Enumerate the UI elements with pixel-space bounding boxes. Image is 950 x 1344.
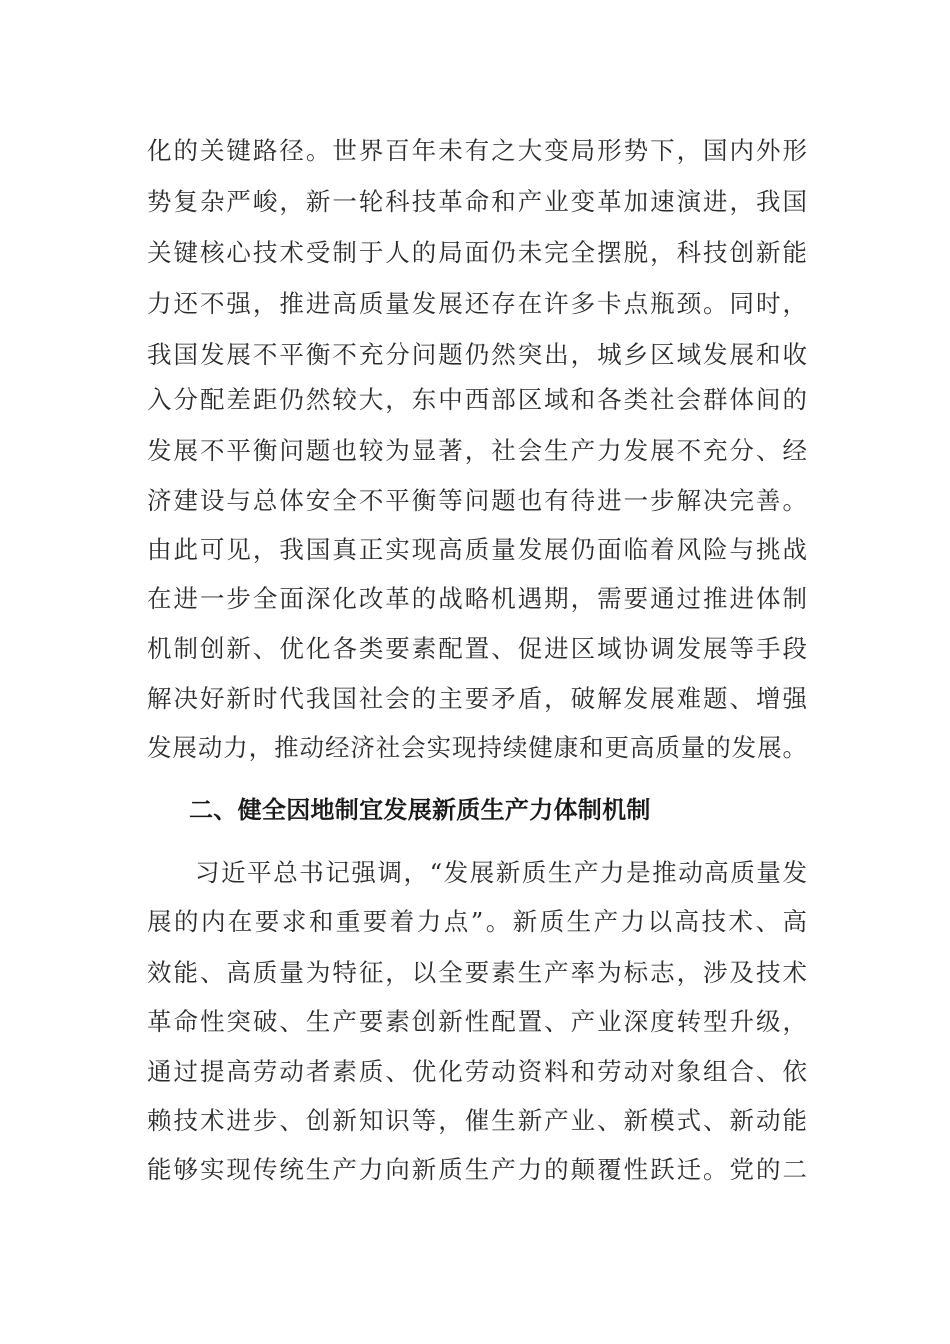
paragraph-1-line-5: 我国发展不平衡不充分问题仍然突出，城乡区域发展和收: [147, 340, 807, 369]
paragraph-2-line-6: 赖技术进步、创新知识等，催生新产业、新模式、新动能: [147, 1106, 807, 1135]
paragraph-2-line-1: 习近平总书记强调，“发展新质生产力是推动高质量发: [195, 858, 807, 887]
paragraph-1-line-4: 力还不强，推进高质量发展还存在许多卡点瓶颈。同时，: [147, 289, 807, 318]
paragraph-1-line-2: 势复杂严峻，新一轮科技革命和产业变革加速演进，我国: [147, 187, 807, 216]
paragraph-1-line-9: 由此可见，我国真正实现高质量发展仍面临着风险与挑战: [147, 535, 807, 564]
paragraph-2-line-2: 展的内在要求和重要着力点”。新质生产力以高技术、高: [147, 907, 807, 936]
paragraph-1-line-8: 济建设与总体安全不平衡等问题也有待进一步解决完善。: [147, 486, 807, 515]
paragraph-2-line-5: 通过提高劳动者素质、优化劳动资料和劳动对象组合、依: [147, 1057, 807, 1086]
paragraph-1-line-13: 发展动力，推动经济社会实现持续健康和更高质量的发展。: [147, 733, 807, 762]
paragraph-1-line-10: 在进一步全面深化改革的战略机遇期，需要通过推进体制: [147, 584, 807, 613]
paragraph-1-line-12: 解决好新时代我国社会的主要矛盾，破解发展难题、增强: [147, 684, 807, 713]
paragraph-2-line-4: 革命性突破、生产要素创新性配置、产业深度转型升级，: [147, 1007, 807, 1036]
paragraph-1-line-7: 发展不平衡问题也较为显著，社会生产力发展不充分、经: [147, 436, 807, 465]
paragraph-2-line-3: 效能、高质量为特征，以全要素生产率为标志，涉及技术: [147, 958, 807, 987]
paragraph-1-line-1: 化的关键路径。世界百年未有之大变局形势下，国内外形: [147, 136, 807, 165]
paragraph-2-line-7: 能够实现传统生产力向新质生产力的颠覆性跃迁。党的二: [147, 1155, 807, 1184]
paragraph-1-line-11: 机制创新、优化各类要素配置、促进区域协调发展等手段: [147, 634, 807, 663]
paragraph-1-line-6: 入分配差距仍然较大，东中西部区域和各类社会群体间的: [147, 385, 807, 414]
paragraph-1-line-3: 关键核心技术受制于人的局面仍未完全摆脱，科技创新能: [147, 238, 807, 267]
section-heading: 二、健全因地制宜发展新质生产力体制机制: [189, 796, 651, 824]
